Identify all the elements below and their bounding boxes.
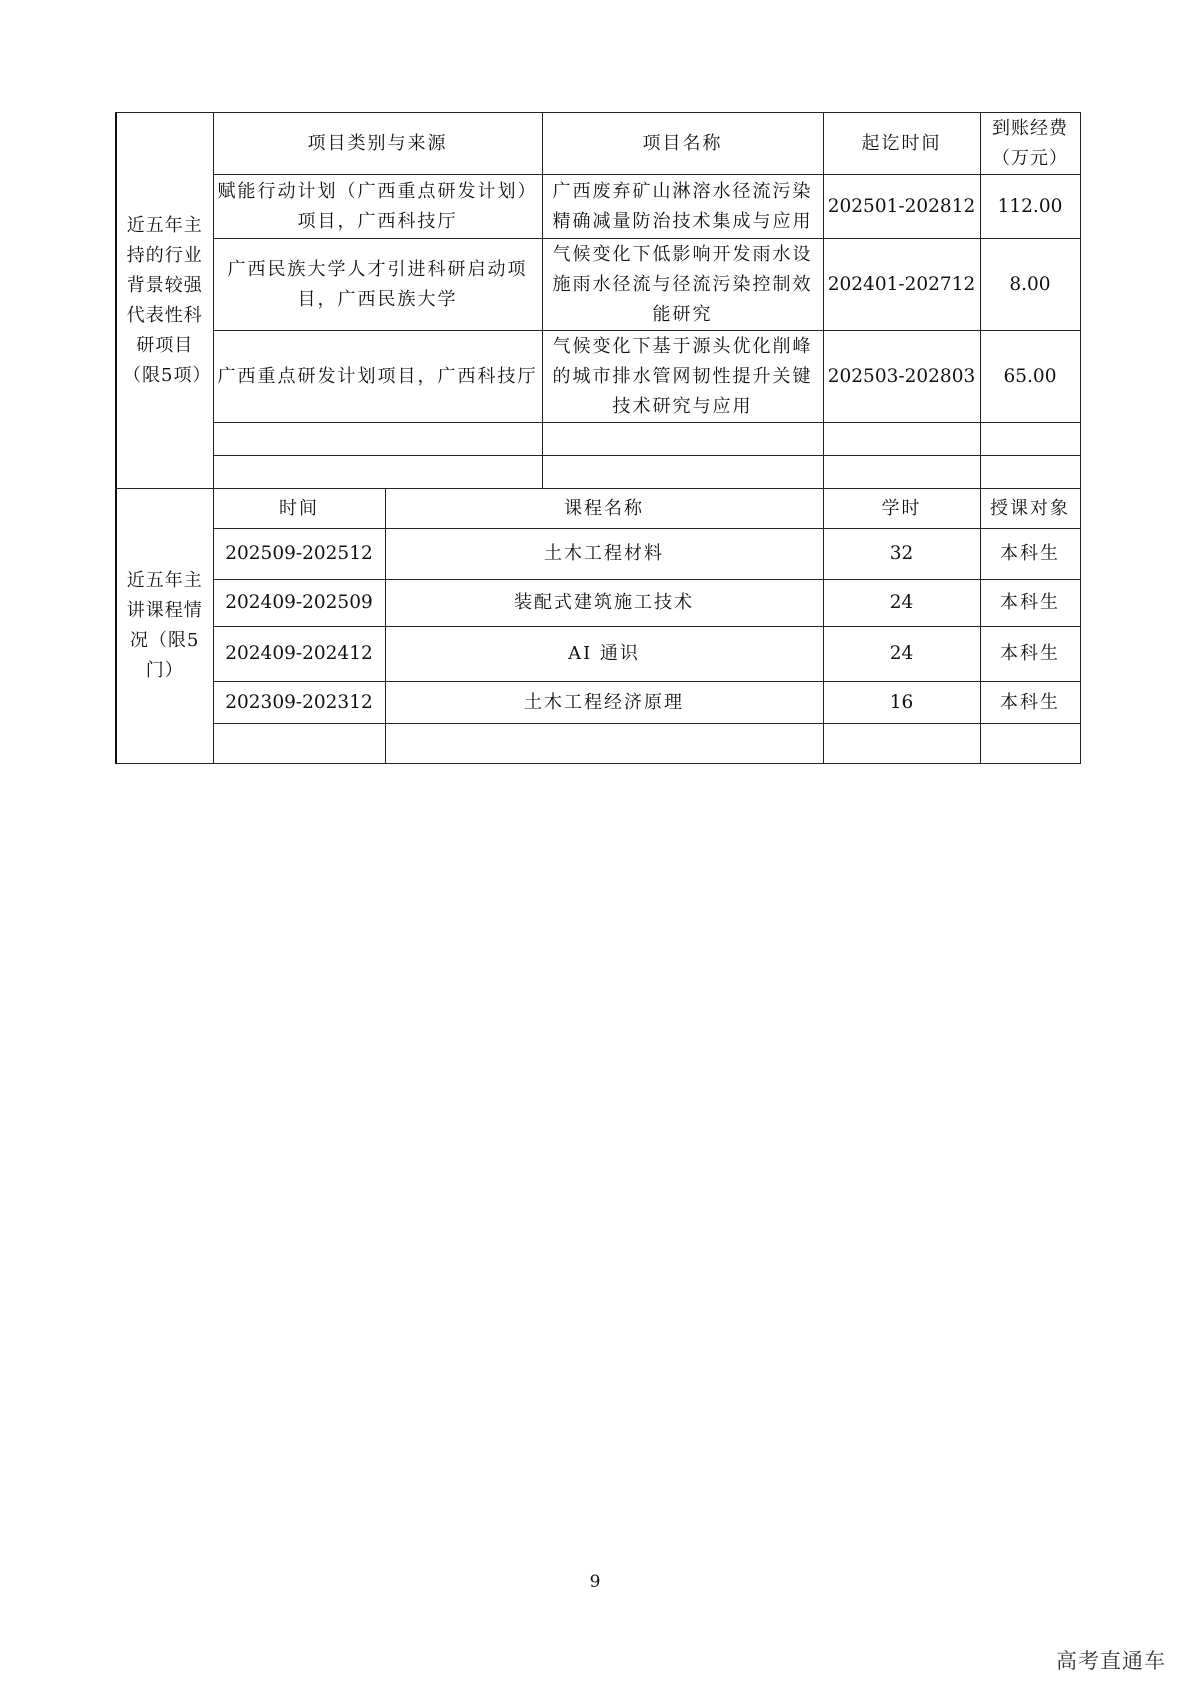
project-name: 气候变化下低影响开发雨水设施雨水径流与径流污染控制效能研究 [542,239,823,331]
course-name: 土木工程经济原理 [385,682,823,724]
course-hours: 24 [823,627,980,682]
project-name: 广西废弃矿山淋溶水径流污染精确减量防治技术集成与应用 [542,175,823,239]
profile-table [115,112,1081,764]
course-row [116,580,1080,627]
header-course-audience: 授课对象 [980,489,1080,529]
page-number: 9 [589,1572,601,1592]
course-time: 202409-202509 [213,580,385,627]
header-project-source: 项目类别与来源 [213,113,542,175]
course-hours: 32 [823,529,980,580]
header-course-time: 时间 [213,489,385,529]
course-audience: 本科生 [980,529,1080,580]
course-row [116,627,1080,682]
project-funding: 112.00 [980,175,1080,239]
project-period: 202401-202712 [823,239,980,331]
course-empty-row [116,724,1080,764]
course-name: 土木工程材料 [385,529,823,580]
header-project-funding: 到账经费（万元） [980,113,1080,175]
project-source: 广西民族大学人才引进科研启动项目，广西民族大学 [213,239,542,331]
header-project-name: 项目名称 [542,113,823,175]
project-period: 202501-202812 [823,175,980,239]
header-project-period: 起讫时间 [823,113,980,175]
research-side-label: 近五年主持的行业背景较强代表性科研项目（限5项） [116,113,213,489]
research-row [116,239,1080,331]
watermark: 高考直通车 [1056,1649,1166,1673]
course-row [116,682,1080,724]
course-row [116,529,1080,580]
course-hours: 24 [823,580,980,627]
course-header-row [116,489,1080,529]
project-funding: 8.00 [980,239,1080,331]
course-time: 202309-202312 [213,682,385,724]
research-header-row [116,113,1080,175]
research-row [116,175,1080,239]
project-period: 202503-202803 [823,331,980,423]
course-audience: 本科生 [980,682,1080,724]
course-audience: 本科生 [980,580,1080,627]
header-course-hours: 学时 [823,489,980,529]
project-funding: 65.00 [980,331,1080,423]
project-source: 赋能行动计划（广西重点研发计划）项目，广西科技厅 [213,175,542,239]
project-source: 广西重点研发计划项目，广西科技厅 [213,331,542,423]
course-audience: 本科生 [980,627,1080,682]
course-time: 202409-202412 [213,627,385,682]
header-course-name: 课程名称 [385,489,823,529]
course-time: 202509-202512 [213,529,385,580]
course-hours: 16 [823,682,980,724]
course-side-label: 近五年主讲课程情况（限5门） [116,489,213,764]
research-row [116,331,1080,423]
project-name: 气候变化下基于源头优化削峰的城市排水管网韧性提升关键技术研究与应用 [542,331,823,423]
research-empty-row [116,423,1080,456]
research-empty-row [116,456,1080,489]
course-name: AI 通识 [385,627,823,682]
course-name: 装配式建筑施工技术 [385,580,823,627]
